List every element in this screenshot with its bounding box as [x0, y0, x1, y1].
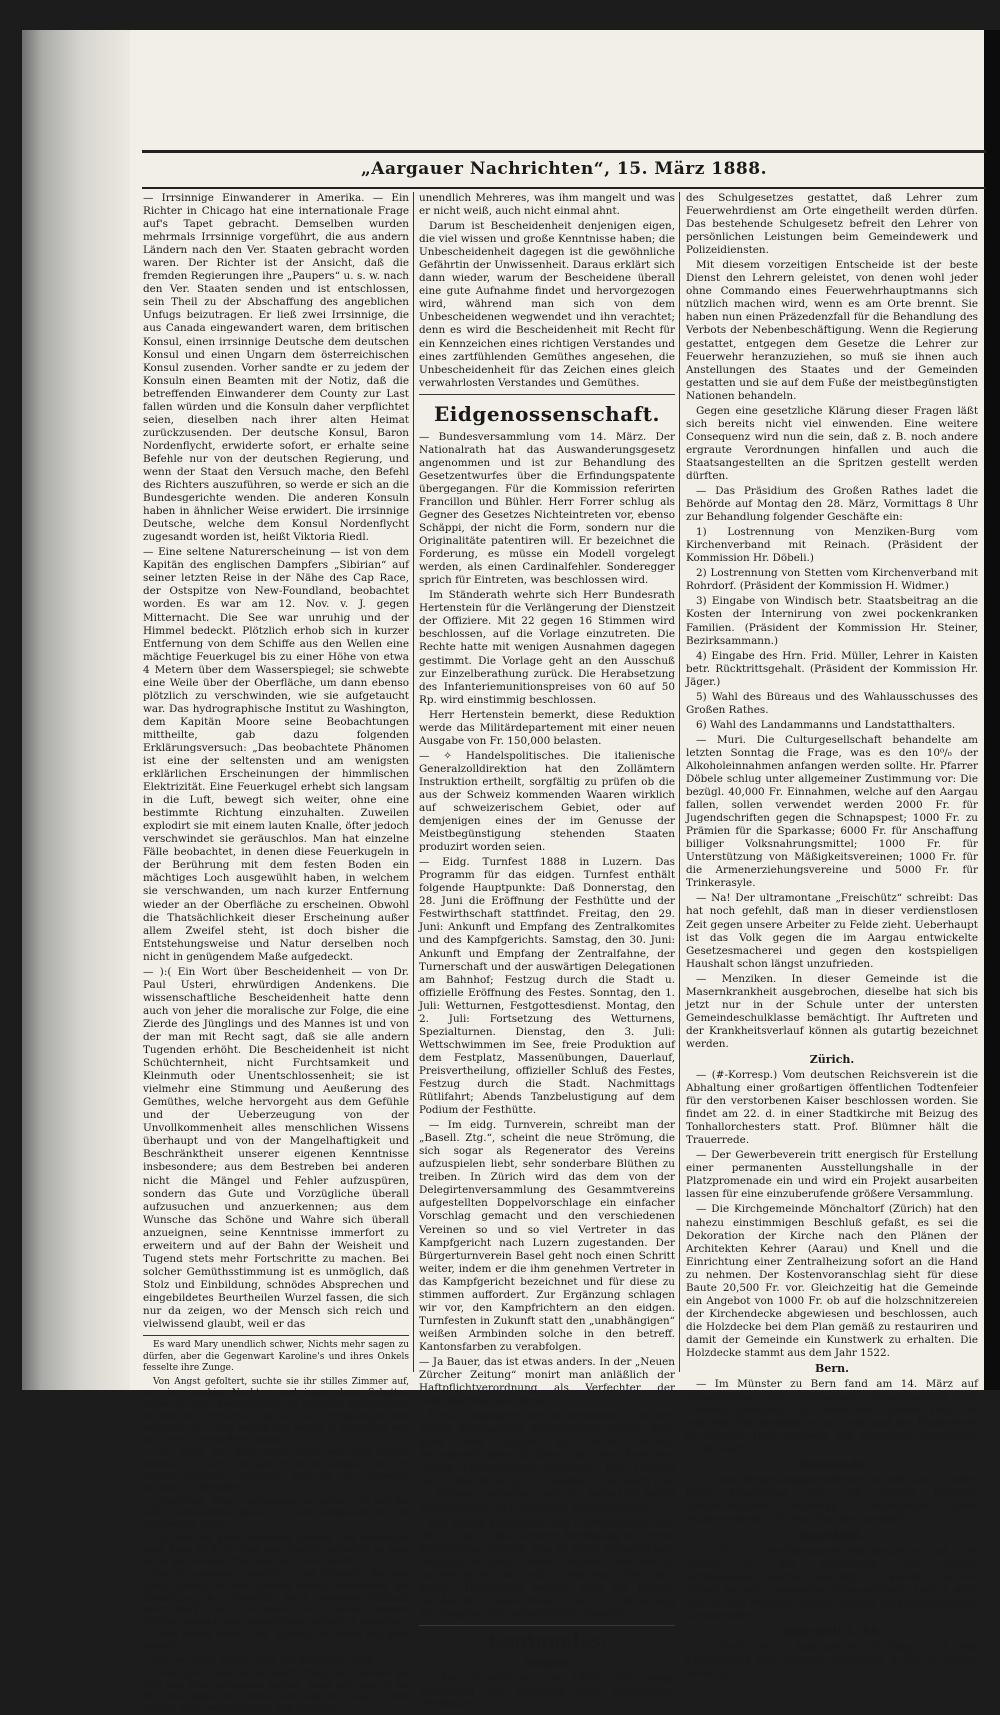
section-rule [419, 394, 675, 395]
article-paragraph: Wir hätten gewünscht, der Correspondent der „N. Z.-Ztg.“ hätte unsere Darlegung bei jener Verordnung gelesen, ehe er seine Schweizelsen loslegte; er hätte finden müssen, daß wir in Sachen genau das wollen, was der citirte Satz belagt. Hoffentlich werden sich die Herren Bundesräter jenes Axioms bei der Berathung der Eingabe der Industriellen erinnern. [419, 1516, 675, 1620]
article-bundesversammlung: — Bundesversammlung vom 14. März. Der Nationalrath hat das Auswanderungsgesetz angenommen und ist zur Behandlung des Gesetzentwurfes über die Erfindungspatente übergegangen. Für die Kommission referirten Francillon und Bühler. Herr Forrer schlug als Gegner des Gesetzes Nichteintreten vor, ebenso Schäppi, der nicht die Form, sondern nur die Originalitäte patentiren will. Er bezeichnet die Forderung, es müsse ein Modell vorgelegt werden, als einen Cardinalfehler. Sonderegger sprich für Eintreten, was beschlossen wird. [419, 430, 675, 587]
article-paragraph: Heute begegnen wir in derselben dem von einem Bundesrathe hergeleiteten Satze: „Man kann vom Bunde aus nicht einfach Polizeimaßregeln diktiren und den Kantonen theure Polizeiorgane oktroiren. Der richtige Satz: „Wer befiehlt, der bezahlt“, muß auch hier zu Geltung gelangen oder die Vorschrift bleibt unausgeführt und verbreitet Mißstimmung.“ [419, 1410, 675, 1514]
agenda-item: 2) Lostrennung von Stetten vom Kirchenverband mit Rohrdorf. (Präsident der Kommission H. Widmer.) [686, 567, 978, 593]
agenda-item: 4) Eingabe des Hrn. Frid. Müller, Lehrer in Kaisten betr. Rücktrittsgehalt. (Präsident der Kommission Hr. Jäger.) [686, 649, 978, 688]
feuilleton-paragraph: Und er schritt Beiden nach der Bibliothek voran. [153, 1655, 377, 1666]
article-turnfest: — Eidg. Turnfest 1888 in Luzern. Das Programm für das eidgen. Turnfest enthält folgende Hauptpunkte: Daß Donnerstag, den 28. Juni die Eröffnung der Festhütte und der Festwirthschaft stattfindet. Freitag, den 29. Juni: Ankunft und Empfang des Zentralkomites und des Kampfgerichts. Samstag, den 30. Juni: Ankunft und Empfang der Zentralfahne, der Turnerschaft und der auswärtigen Delegationen am Bahnhof; Festzug durch die Stadt u. offizielle Eröffnung des Festes. Sonntag, den 1. Juli: Wetturnen, Festgottesdienst. Montag, den 2. Juli: Fortsetzung des Wetturnens, Spezialturnen. Dienstag, den 3. Juli: Wettschwimmen im See, freie Produktion auf dem Festplatz, Massenübungen, Dauerlauf, Preisvertheilung, offizieller Schluß des Festes, Festzug durch die Stadt. Nachmittags Rütlifahrt; Abends Tanzbelustigung auf dem Podium der Festhütte. [419, 856, 675, 1117]
agenda-item: 6) Wahl des Landammanns und Landstatthalters. [696, 718, 956, 731]
article-paragraph: Herr Hertenstein bemerkt, diese Reduktion werde das Militärdepartement mit einer neuen Ausgabe von Fr. 150,000 belasten. [419, 708, 675, 747]
article-paragraph: Mit diesem vorzeitigen Entscheide ist der beste Dienst den Lehrern geleistet, von denen wohl jeder ohne Commando eines Feuerwehrhauptmanns sich nützlich machen wird, wenn es am Orte brennt. Sie haben nun einen Präzedenzfall für die Behandlung des Verbots der Nebenbeschäftigung. Wenn die Regierung gestattet, entgegen dem Gesetze die Lehrer zur Feuerwehr heranzuziehen, so muß sie ihnen auch Anstellungen des Staates und der Gemeinden gestatten und sie auf dem Fuße der meistbegünstigten Nationen behandeln. [686, 259, 978, 402]
section-heading-kantonales: Kantonales. [486, 1630, 608, 1652]
article-freischuetz: — Na! Der ultramontane „Freischütz“ schreibt: Das hat noch gefehlt, daß man in dieser verdienstlosen Zeit gegen unsere Arbeiter zu Felde zieht. Ueberhaupt ist das Volk gegen die im Aargau entwickelte Gesetzesmacherei und gegen den kostspieligen Haushalt schon längst unzufrieden. [686, 892, 978, 970]
article-muenster-bern: — Im Münster zu Bern fand am 14. März auf Veranstalten der deutschen Gesandtschaft ein Trauergottesdienst zu Ehren des Kaisers statt, an welchem das diplomatische Corps und der Bundesrath in corpore Theil nahmen. Ein deutscher Geistlicher funktionirte. [686, 1378, 978, 1456]
article-regierungspraesident: — Zum Regierungspräsidenten wurde vom Großen Rath einstimmig der von beiden Parteien vorgeschlagene bisherige Vizepräsident, Herr Regierungsrath Dr. Paul Speiser, gewählt. [686, 1474, 978, 1526]
article-paragraph: Gegen eine gesetzliche Klärung dieser Fragen läßt sich bereits nicht viel einwenden. Eine weitere Consequenz wird nun die sein, daß z. B. noch andere ergraute Verordnungen hinfallen und auch die Staatsangestellten an die Spritzen gestellt werden dürften. [686, 404, 978, 482]
article-reichsverein: — (#-Korresp.) Vom deutschen Reichsverein ist die Abhaltung einer großartigen öffentlichen Todtenfeier für den verstorbenen Kaiser beschlossen worden. Sie findet am 22. d. in einer Stadtkirche mit Beizug des Tonhallorchesters statt. Prof. Blümner hält die Trauerrede. [686, 1069, 978, 1147]
column-divider [413, 192, 414, 1372]
subheading-appenzell: Appenzell A.-Rh. [780, 1624, 884, 1638]
feuilleton-paragraph: Das Hinzukommen Karoline's und Richard's, die, von Onkel gefolgt, in das Zimmer traten, verhinderte die Fortsetzung des Gesprächs. Nach beendeter Mahlzeit erhob Mary's Vater sich sofort, um, zu seiner jüngsten Tochter gewandt, mit freundlichem Lächeln zu sprechen: [143, 1570, 409, 1627]
subheading-zuerich: Zürich. [809, 1053, 855, 1066]
article-continuation: unendlich Mehreres, was ihm mangelt und was er nicht weiß, auch nicht einmal ahnt. [419, 192, 675, 218]
article-grossrat: — Das Präsidium des Großen Rathes ladet die Behörde auf Montag den 28. März, Vormittags 8 Uhr zur Behandlung folgender Geschäfte ein: [686, 485, 978, 524]
article-muri: — Muri. Die Culturgesellschaft behandelte am letzten Sonntag die Frage, was es den 10⁰/₀ der Alkoholeinnahmen anfangen werden sollte. Hr. Pfarrer Döbele schlug unter allgemeiner Zustimmung vor: Die bezügl. 40,000 Fr. Einnahmen, welche auf den Aargau fallen, sollen verwendet werden 2000 Fr. für Jugendschriften gegen die Schnapspest; 1000 Fr. zu Prämien für die Sparkasse; 6000 Fr. für Anschaffung billiger Volksnahrungsmittel; 1000 Fr. für Unterstützung von Mäßigkeitsvereinen; 1000 Fr. für die Armenerziehungsvereine und 5000 Fr. für Trinkerasyle. [686, 733, 978, 890]
column-2 [419, 192, 675, 1711]
masthead [142, 150, 986, 189]
subheading-baselstadt: Baselstadt. [797, 1458, 867, 1472]
article-revolution: — Die Revolution von Oben. Die aarg. Regierung hat entgegen dem bestimmten Wortlaute [419, 1671, 675, 1711]
feuilleton-paragraph: „Du bist ein gutes Mädchen; komme und frühstücke jetzt, mein Kind! Du hast alle Ursache, glücklich zu sein. Es ist der sonnige Pfad, welcher Deiner harrt!“ [143, 1533, 409, 1567]
agenda-item: 3) Eingabe von Windisch betr. Staatsbeitrag an die Kosten der Internirung von zwei pockenkranken Familien. (Präsident der Kommission Hr. Steiner, Bezirksammann.) [686, 595, 978, 647]
feuilleton-paragraph: „Allerdings, Vater,“ entgegnete sie ernst, „ich will ihn nicht wiedersehen, bevor ich nicht eingehend mit Dir gesprochen habe.“ [143, 1496, 409, 1530]
feuilleton-rule [143, 1335, 409, 1336]
article-kantonsrat-appenzell: — Nach der „Appenzeller Zeitung“ hat der Kantonsrath des Kantons Appenzell A.-Rh. in seiner Sitzung [686, 1640, 978, 1679]
article-continuation: des Schulgesetzes gestattet, daß Lehrer zum Feuerwehrdienst am Orte eingetheilt werden dürfen. Das bestehende Schulgesetz befreit den Lehrer von persönlichen Leistungen beim Gemeindewerk und Polizeidiensten. [686, 192, 978, 257]
column-1 [143, 192, 409, 1714]
feuilleton-paragraph: Es ward Mary unendlich schwer, Nichts mehr sagen zu dürfen, aber die Gegenwart Karoline's und ihres Onkels fesselte ihre Zunge. [143, 1340, 409, 1374]
article-verfassungsrat: — Die 21. Verfassungsrathskommission hat ihre Arbeit in der Berathung des neuen Verfassungsentwurfes beendigt. Es kommt nun die Arbeit an den Gesammtverfassungsrath. Dieser wird sich in vier Wochen zu einer ersten Berathungssitzung versammeln. [686, 1544, 978, 1622]
subheading-aargau: Aargau. [522, 1655, 572, 1669]
page-edge [22, 30, 130, 1390]
feuilleton-paragraph: Von Angst gefoltert, suchte sie ihr stilles Zimmer auf, um eine unruhige Nacht zu verbringen, deren Schatten selbst der helle Sonnenschein am nächsten Morgen nicht zu bannen vermochte, als sie das Frühstückszimmer aufsuchte. Ihr Vater befand sich bereits in demselben und sah ihr mit einem Brief empor. [143, 1376, 409, 1445]
article-naturerscheinung: — Eine seltene Naturerscheinung — ist von dem Kapitän des englischen Dampfers „Sibirian“ auf seiner letzten Reise in der Nähe des Cap Race, der Ostspitze von New-Foundland, beobachtet worden. Es war am 12. Nov. v. J. gegen Mitternacht. Die See war unruhig und der Himmel bedeckt. Plötzlich erhob sich in kurzer Entfernung von dem Schiffe aus den Wellen eine mächtige Feuerkugel bis zu einer Höhe von etwa 4 Metern über dem Wasserspiegel; sie schwebte eine Weile über der Oberfläche, um dann ebenso plötzlich zu verschwinden, wie sie aufgetaucht war. Das hydrographische Institut zu Washington, dem Kapitän Moore seine Beobachtungen mittheilte, gab dazu folgenden Erklärungsversuch: „Das beobachtete Phänomen ist eine der seltensten und am wenigsten erklärlichen Erscheinungen der himmlischen Elektrizität. Eine Feuerkugel erhebt sich langsam in die Luft, bewegt sich weiter, ohne eine bestimmte Richtung einzuhalten. Zuweilen explodirt sie mit einem lauten Knalle, öfter jedoch verschwindet sie geräuschlos. Man hat einzelne Fälle beobachtet, in denen diese Feuerkugeln in der Berührung mit dem festen Boden ein mächtiges Loch ausgewühlt haben, in welchem sie verschwanden, um nach kurzer Entfernung wieder an der Oberfläche zu erscheinen. Obwohl die Thatsächlichkeit dieser Erscheinung außer allem Zweifel steht, ist doch bisher die Entstehungsweise und Natur derselben noch nicht in genügendem Maße aufgedeckt. [143, 546, 409, 963]
article-turnverein: — Im eidg. Turnverein, schreibt man der „Basell. Ztg.“, scheint die neue Strömung, die sich sogar als Regenerator des Vereins aufzuspielen liebt, sehr sonderbare Blüthen zu treiben. In Zürich wird das dem von der Delegirtenversammlung des Gesammtvereins aufgestellten Doppelvorschlage ein einfacher Vorschlag gemacht und den verschiedenen Vereinen so und so viel Vertreter in das Kampfgericht nach Luzern zugestanden. Der Bürgerturnverein Basel geht noch einen Schritt weiter, indem er die ihm genehmen Vertreter in das Kampfgericht bezeichnet und für diese zu stimmen auffordert. Zur Ergänzung schlagen wir vor, den Kampfrichtern an den eidgen. Turnfesten in Zukunft statt den „unabhängigen“ weißen Armbinden solche in den betreff. Kantonsfarben zu verabfolgen. [419, 1119, 675, 1353]
subheading-baselland: Baselland. [799, 1528, 865, 1542]
article-menziken: — Menziken. In dieser Gemeinde ist die Masernkrankheit ausgebrochen, dieselbe hat sich bis jetzt nur in der Schule unter der untersten Gemeindeschulklasse bemächtigt. Ihr Auftreten und der Krankheitsverlauf können als gutartig bezeichnet werden. [686, 972, 978, 1050]
section-rule [419, 1625, 675, 1626]
feuilleton-paragraph: „Nun komm, mein Kind; Richard, Du sollst uns doch begleiten!“ [143, 1630, 409, 1652]
agenda-item: 1) Lostrennung von Menziken-Burg vom Kirchenverband mit Reinach. (Präsident der Kommission Hr. Döbeli.) [686, 526, 978, 565]
article-paragraph: Darum ist Bescheidenheit denjenigen eigen, die viel wissen und große Kenntnisse haben; die Unbescheidenheit dagegen ist die gewöhnliche Gefährtin der Unwissenheit. Daraus erklärt sich dann wieder, warum der Bescheidene überall eine gute Aufnahme findet und hervorgezogen wird, während man sich von dem Unbescheidenen wegwendet und ihn verachtet; denn es wird die Bescheidenheit mit Recht für ein Kennzeichen eines richtigen Verstandes und eines zartfühlenden Gemüthes angesehen, die Unbescheidenheit für das Zeichen eines gleich verwahrlosten Verstandes und Gemüthes. [419, 220, 675, 389]
header-title: „Aargauer Nachrichten“, 15. März 1888. [360, 159, 767, 179]
article-bescheidenheit: — ):( Ein Wort über Bescheidenheit — von Dr. Paul Usteri, ehrwürdigen Andenkens. Die wissenschaftliche Bescheidenheit hatte denn auch von jeher die moralische zur Folge, die eine Zierde des Jünglings und des Mannes ist und von der man mit Recht sagt, daß sie alle andern Tugenden erhöht. Die Bescheidenheit ist nicht Schüchternheit, nicht Furchtsamkeit und Kleinmuth oder Unentschlossenheit; sie ist vielmehr eine Stimmung und Aeußerung des Gemüthes, welche hervorgeht aus dem Gefühle und der Ueberzeugung von der Unvollkommenheit alles menschlichen Wissens überhaupt und von der Mangelhaftigkeit und Beschränktheit unserer eigenen Kenntnisse insbesondere; aus dem Bestreben bei anderen nicht die Mängel und Fehler aufzuspüren, sondern das Gute und Vorzügliche überall aufzusuchen und anzuerkennen; aus dem Wunsche das Schöne und Wahre sich überall anzueignen, seine Kenntnisse immerfort zu erweitern und auf der Bahn der Weisheit und Tugend stets mehr Fortschritte zu machen. Bei solcher Gemüthsstimmung ist es unmöglich, daß Stolz und Einbildung, schnödes Absprechen und eingebildetes Beurtheilen Wurzel fassen, die sich nur da zeigen, wo der Mensch sich reich und vielwissend glaubt, weil er das [143, 965, 409, 1331]
feuilleton-paragraph: „Ah, Mary, ich habe einen Brief von dem Grafen erhalten; er wird zum Gabelfrühstück kommen. Wie ich seinem Schreiben entnehme, hält Du ihm verboten, zeitiger zu erscheinen.“ [143, 1448, 409, 1494]
column-3 [686, 192, 978, 1679]
article-handelspolitisches: — ✧ Handelspolitisches. Die italienische Generalzolldirektion hat den Zollämtern Instruktion ertheilt, sorgfältig zu prüfen ob die aus der Schweiz kommenden Waaren wirklich auf schweizerischem Gebiet, oder auf demjenigen eines der im Genusse der Meistbegünstigung stehenden Staaten produzirt worden seien. [419, 749, 675, 854]
feuilleton [143, 1340, 409, 1715]
agenda-item: 5) Wahl des Büreaus und des Wahlausschusses des Großen Rathes. [686, 690, 978, 716]
page-shadow [984, 30, 1000, 1390]
article-paragraph: Im Ständerath wehrte sich Herr Bundesrath Hertenstein für die Verlängerung der Dienstzeit der Offiziere. Mit 22 gegen 16 Stimmen wird beschlossen, auf die Vorlage einzutreten. Die Rechte hatte mit wenigen Ausnahmen dagegen gestimmt. Die Vorlage geht an den Ausschuß zur Einzelberathung zurück. Die Herabsetzung des Infanteriemunitionspreises von 60 auf 50 Rp. wird einstimmig beschlossen. [419, 589, 675, 706]
column-divider [679, 192, 680, 1372]
feuilleton-paragraph: „Nun sprich, was ist Dir, Kind?“ fragte er, nachdem die Drei hier Platz genommen hatten. „Sage mir, was ich für Dich thun kann. Ist es denn wahr, daß Du Etwas auf dem Herzen hast, was Dich quält und peinigt?“ [143, 1669, 409, 1714]
section-heading-eidgenossenschaft: Eidgenossenschaft. [434, 401, 660, 426]
article-bauer: — Ja Bauer, das ist etwas anders. In der „Neuen Zürcher Zeitung“ monirt man anläßlich der Haftpflichtverordnung als Verfechter der Fabrikherren bezeichnet. [419, 1355, 675, 1408]
article-moenchaltorf: — Die Kirchgemeinde Mönchaltorf (Zürich) hat den nahezu einstimmigen Beschluß gefaßt, es sei die Dekoration der Kirche nach den Plänen der Architekten Kehrer (Aarau) und Knell und die Einrichtung einer Zentralheizung sofort an die Hand zu nehmen. Der Kostenvoranschlag sieht für diese Baute 20,500 Fr. vor. Gleichzeitig hat die Gemeinde ein Angebot von 1000 Fr. ob auf die holzschnitzereien der Kirchendecke abgewiesen und beschlossen, auch die Holzdecke bei dem Plan gemäß zu restauriren und damit der Gemeinde ein Kunstwerk zu erhalten. Die Holzdecke stammt aus dem Jahr 1522. [686, 1203, 978, 1359]
article-gewerbeverein: — Der Gewerbeverein tritt energisch für Erstellung einer permanenten Ausstellungshalle in der Platzpromenade ein und wird ein Projekt ausarbeiten lassen für eine einzuberufende größere Versammlung. [686, 1149, 978, 1201]
article-irrsinnige-einwanderer: — Irrsinnige Einwanderer in Amerika. — Ein Richter in Chicago hat eine internationale Frage auf's Tapet gebracht. Demselben wurden mehrmals Irrsinnige vorgeführt, die aus andern Ländern nach den Ver. Staaten gebracht worden waren. Der Richter ist der Ansicht, daß die fremden Regierungen ihre „Paupers“ u. s. w. nach den Ver. Staaten senden und ist entschlossen, sein Theil zu der Abschaffung des angeblichen Unfugs beizutragen. Er ließ zwei Irrsinnige, die aus Canada eingewandert waren, dem britischen Konsul, einen irrsinnige Deutsche dem deutschen Konsul und einen Ungarn dem österreichischen Konsul zusenden. Vorher sandte er zu jedem der Konsuln einen Beamten mit der Notiz, daß die betreffenden Einwanderer dem County zur Last fallen würden und die Konsuln daher verpflichtet seien, dieselben nach ihrer alten Heimat zurückzusenden. Der deutsche Konsul, Baron Nordenflycht, erwiderte sofort, er erhalte seine Befehle nur von der deutschen Regierung, und wenn der Staat den Versuch mache, den Befehl des Richters auszuführen, so werde er sich an die Bundesgerichte wenden. Die anderen Konsuln haben in ähnlicher Weise erwidert. Die irrsinnige Deutsche, welche dem Konsul Nordenflycht zugesandt worden ist, heißt Viktoria Riedl. [143, 192, 409, 544]
subheading-bern: Bern. [815, 1362, 849, 1376]
